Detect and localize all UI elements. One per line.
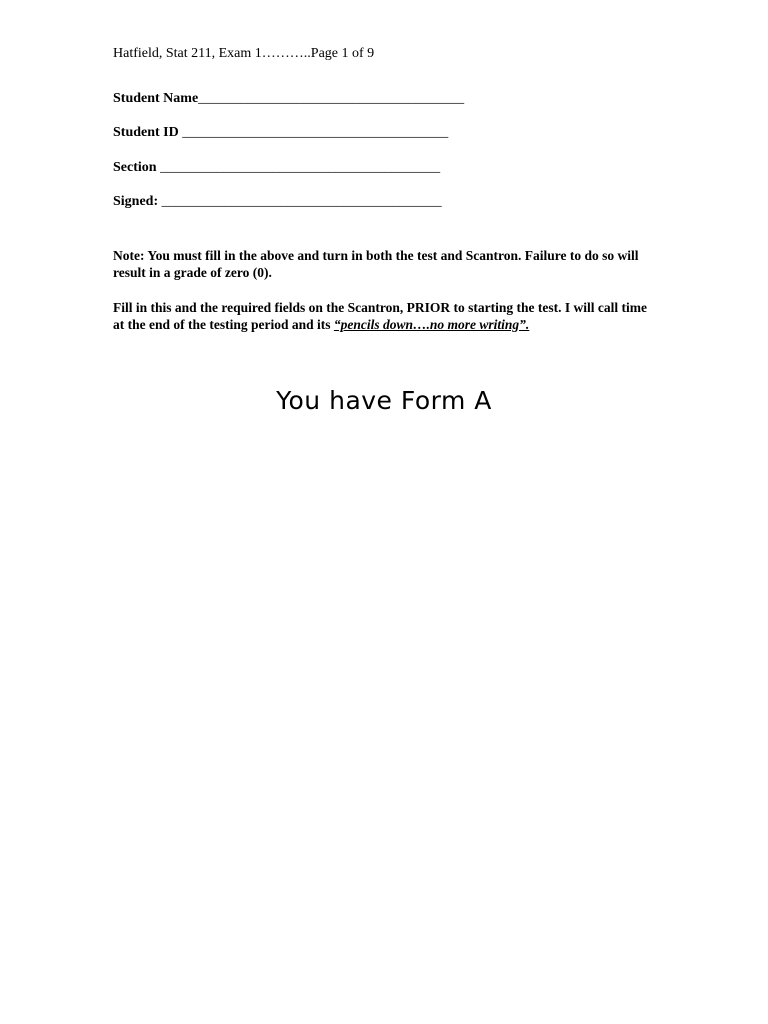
student-name-blank: ______________________________________ (198, 91, 465, 106)
section-blank: ________________________________________ (160, 160, 441, 175)
page-header: Hatfield, Stat 211, Exam 1………..Page 1 of 9 (113, 46, 375, 61)
signed-blank: ________________________________________ (161, 194, 442, 209)
pencils-down-emphasis: “pencils down….no more writing”. (333, 317, 530, 332)
scantron-instructions (113, 299, 658, 333)
section-label: Section (113, 160, 161, 175)
student-id-field (113, 125, 448, 141)
student-name-field (113, 91, 464, 107)
signed-label: Signed: (113, 194, 162, 209)
signed-field (113, 194, 442, 210)
student-id-blank: ______________________________________ (182, 125, 449, 140)
form-version-banner: You have Form A (276, 386, 492, 415)
fill-in-note: Note: You must fill in the above and turn in both the test and Scantron. Failure to do so will result in a grade of zero (0). (113, 248, 639, 280)
scantron-instructions-text: Fill in this and the required fields on the Scantron, PRIOR to starting the test. I will call time at the end of the testing period and its (113, 300, 648, 332)
section-field (113, 160, 440, 176)
student-name-label: Student Name (113, 91, 199, 106)
student-id-label: Student ID (113, 125, 183, 140)
